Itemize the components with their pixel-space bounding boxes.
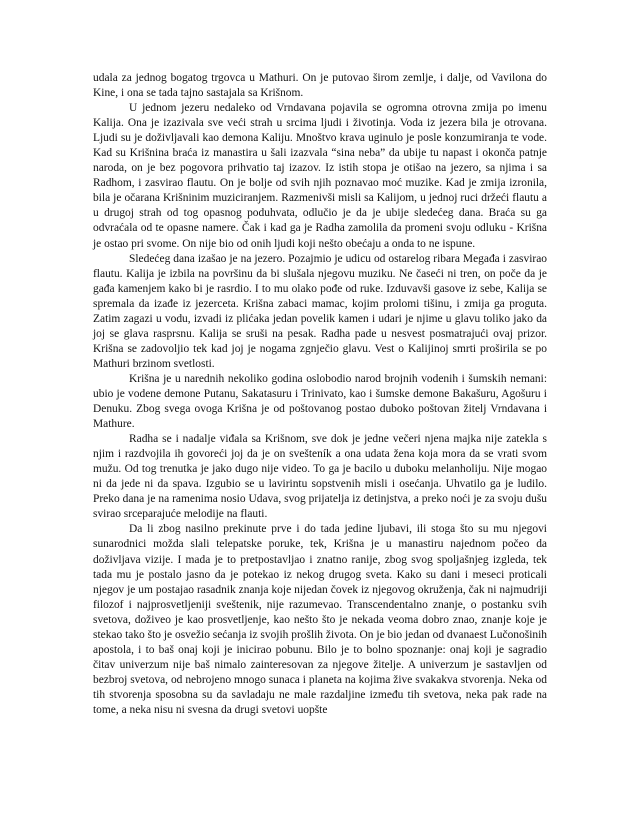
paragraph-continuation: udala za jednog bogatog trgovca u Mathuri. On je putovao širom zemlje, i dalje, od Vavilona do Kine, i ona se tada tajno sastajala sa Krišnom. (93, 72, 547, 100)
paragraph-radha-separation: Radha se i nadalje viđala sa Krišnom, sve dok je jedne večeri njena majka nije zatekla s njim i razdvojila ih govoreći joj da je on svešteník a ona udata žena koja mora da se vrati svom mužu. Od tog trenutka je jako dugo nije video. To ga je bacilo u duboku melanholiju. Nije mogao ni da jede ni da spava. Izgubio se u lavirintu sopstvenih misli i osećanja. Uhvatilo ga je ludilo. Preko dana je na ramenima nosio Udava, svog prijatelja iz detinjstva, a preko noći je za svoju dušu svirao srceparajuće melodije na flauti. (93, 433, 547, 521)
paragraph-kalija-appears: U jednom jezeru nedaleko od Vrndavana pojavila se ogromna otrovna zmija po imenu Kalija. Ona je izazivala sve veći strah u srcima ljudi i životinja. Voda iz jezera bila je otrovana. Ljudi su je doživljavali kao demona Kaliju. Mnoštvo krava uginulo je posle konzumiranja te vode. Kad su Krišnina braća iz manastira u šali izazvala “sina neba” da ubije tu napast i okonča patnje naroda, on je bez pogovora prihvatio taj izazov. Iz istih stopa je otišao na jezero, sa njima i sa Radhom, i zasvirao flautu. On je bolje od svih njih poznavao moć muzike. Kad je zmija izronila, bila je očarana Krišninim muziciranjem. Razmenivši misli sa Kalijom, u jednoj ruci držeći flautu a u drugoj strah od tog opasnog poduhvata, odlučio je da je ubije sledećeg dana. Braća su ga odvraćala od te opasne namere. Čak i kad ga je Radha zamolila da promeni svoju odluku - Krišna je ostao pri svome. On nije bio od onih ljudi koji nešto obećaju a onda to ne ispune. (93, 102, 547, 250)
paragraph-kalija-killed: Sledećeg dana izašao je na jezero. Pozajmio je udicu od ostarelog ribara Megađa i zasvirao flautu. Kalija je izbila na površinu da bi slušala njegovu muziku. Ne časeći ni tren, on poče da je gađa kamenjem kako bi je rasrdio. I to mu olako pođe od ruke. Izduvavši gasove iz sebe, Kalija se spremala da izađe iz jezerceta. Krišna zabaci mamac, kojim prolomi tišinu, i zmija ga proguta. Zatim zagazi u vodu, izvadi iz plićaka jedan povelik kamen i udari je njime u glavu toliko jako da joj se glava rasprsnu. Kalija se sruši na pesak. Radha pade u nesvest posmatrajući ovaj prizor. Krišna se zadovoljio tek kad joj je nogama zgnječio glavu. Vest o Kalijinoj smrti proširila se po Mathuri brzinom svetlosti. (93, 252, 547, 370)
paragraph-visions: Da li zbog nasilno prekinute prve i do tada jedine ljubavi, ili stoga što su mu njegovi sunarodnici možda slali telepatske poruke, tek, Krišna je u manastiru najednom počeo da doživljava vizije. I mada je to pretpostavljao i znatno ranije, zbog svog spoljašnjeg izgleda, tek tada mu je postalo jasno da je potekao iz nekog drugog sveta. Kako su dani i meseci proticali njegov je um postajao rasadnik znanja koje nijedan čovek iz njegovog okruženja, čak ni najmudriji filozof i najprosvetljeniji sveštenik, nije razumevao. Transcendentalno znanje, o postanku svih svetova, doživeo je kao prosvetljenje, kao nešto što je nekada veoma dobro znao, znanje koje je stekao tako što je osvežio sećanja iz svojih prošlih života. On je bio jedan od dvanaest Lučonošinih apostola, i to baš onaj koji je inicirao pobunu. Bilo je to bolno spoznanje: onaj koji je sagradio čitav univerzum nije baš nimalo zainteresovan za njegove žitelje. A univerzum je sastavljen od bezbroj svetova, od nebrojeno mnogo sunaca i planeta na kojima žive svakakva stvorenja. Neka od tih stvorenja sposobna su da savladaju ne male razdaljine između tih svetova, neka pak rade na tome, a neka nisu ni svesna da drugi svetovi uopšte (93, 523, 547, 716)
paragraph-demons-slain: Krišna je u narednih nekoliko godina oslobodio narod brojnih vodenih i šumskih nemani: ubio je vodene demone Putanu, Sakatasuru i Trinivato, kao i šumske demone Bakašuru, Agošuru i Denuku. Zbog svega ovoga Krišna je od poštovanog postao duboko poštovan žitelj Vrndavana i Mathure. (93, 372, 547, 431)
document-page (93, 71, 547, 718)
